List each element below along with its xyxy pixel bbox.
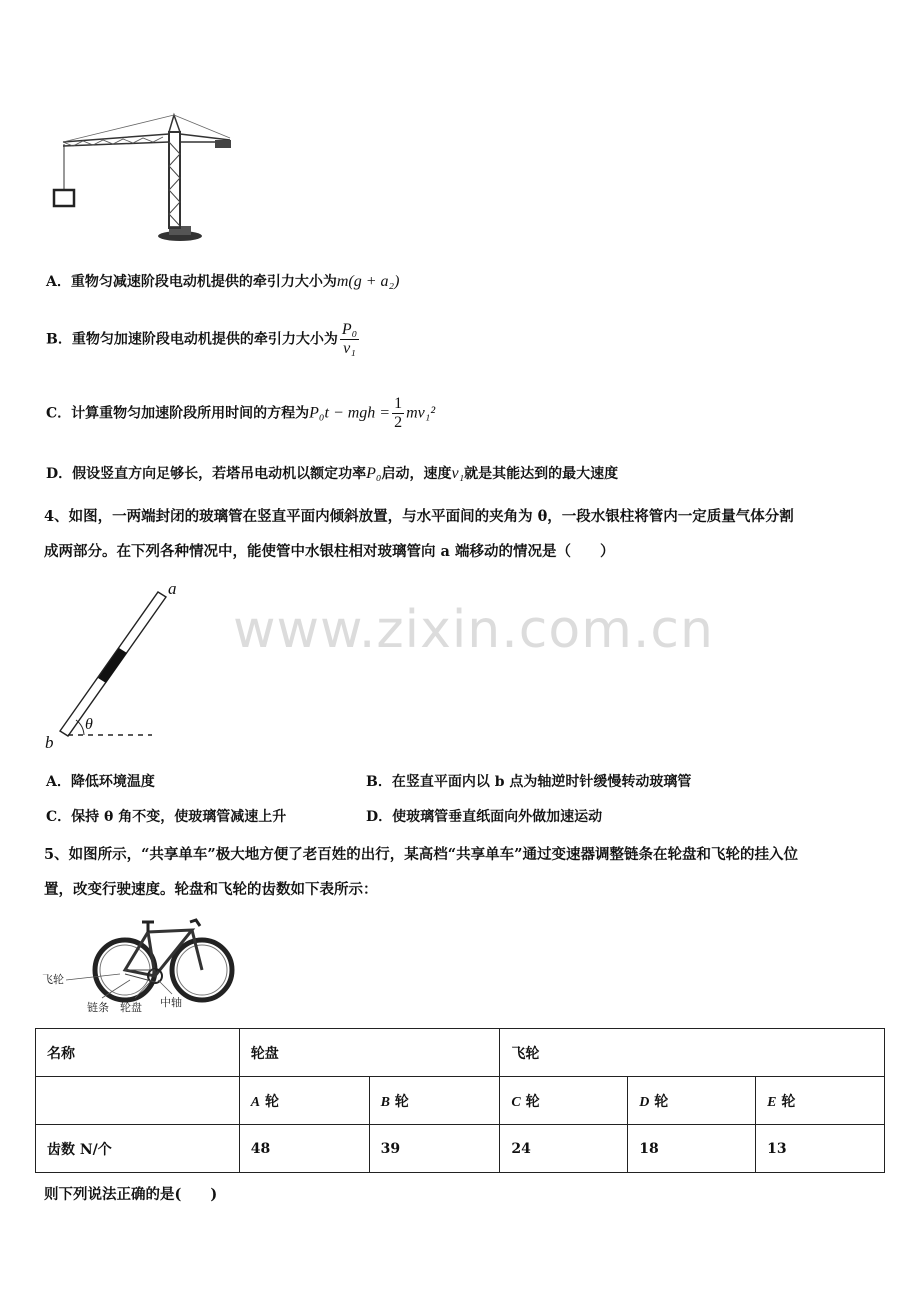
label-axle: 中轴 [160, 996, 182, 1009]
wheel-b: B 轮 [369, 1077, 500, 1125]
tower-crane-figure [45, 112, 240, 244]
header-name: 名称 [36, 1029, 240, 1077]
bicycle-figure [40, 910, 235, 1018]
option-d-text-3: 就是其能达到的最大速度 [464, 466, 619, 482]
option-d-var-1: P₀ [366, 465, 382, 482]
option-c-text: 计算重物匀加速阶段所用时间的方程为 [71, 405, 310, 422]
option-a-formula: m(g + a₂) [336, 273, 400, 290]
q4-line-1: 4、如图，一两端封闭的玻璃管在竖直平面内倾斜放置，与水平面间的夹角为 θ，一段水银柱将管内一定质量气体分割 [44, 508, 794, 525]
wheel-c: C 轮 [500, 1077, 628, 1125]
option-b-label: B． [46, 331, 72, 348]
wheel-a: A 轮 [239, 1077, 369, 1125]
teeth-a: 48 [239, 1125, 369, 1173]
label-theta: θ [85, 716, 93, 733]
option-c-numerator: 1 [394, 395, 403, 412]
option-a-label: A． [46, 274, 71, 290]
wheel-e: E 轮 [756, 1077, 885, 1125]
label-b: b [45, 733, 54, 752]
option-c-denominator: 2 [394, 414, 403, 431]
option-a [46, 272, 399, 292]
teeth-c: 24 [500, 1125, 628, 1173]
option-b-text: 重物匀加速阶段电动机提供的牵引力大小为 [71, 331, 338, 348]
row-label-teeth: 齿数 N/个 [36, 1125, 240, 1173]
q4-line-2: 成两部分。在下列各种情况中，能使管中水银柱相对玻璃管向 a 端移动的情况是（ ） [44, 543, 615, 560]
option-c-fraction [392, 395, 404, 432]
wheel-d: D 轮 [628, 1077, 756, 1125]
option-b-fraction [340, 321, 359, 358]
q4-option-b: B．在竖直平面内以 b 点为轴逆时针缓慢转动玻璃管 [366, 774, 692, 790]
glass-tube-figure [40, 578, 200, 753]
label-flywheel: 飞轮 [42, 973, 64, 986]
option-c-formula-left: P₀t − mgh = [309, 404, 391, 422]
teeth-e: 13 [756, 1125, 885, 1173]
option-c [46, 395, 435, 432]
label-chain: 链条 [87, 1001, 109, 1014]
watermark: www.zixin.com.cn [233, 600, 714, 660]
option-d-text-2: 启动，速度 [381, 466, 452, 482]
q5-question: 则下列说法正确的是( ) [44, 1186, 218, 1203]
label-chainring: 轮盘 [120, 1001, 142, 1014]
teeth-d: 18 [628, 1125, 756, 1173]
option-c-label: C． [46, 405, 72, 422]
table-row [36, 1029, 885, 1077]
option-b [46, 321, 361, 358]
option-c-formula-right: mv₁² [406, 404, 436, 422]
option-d-label: D． [46, 466, 73, 482]
q4-option-d: D．使玻璃管垂直纸面向外做加速运动 [366, 809, 603, 825]
q5-line-1: 5、如图所示，“共享单车”极大地方便了老百姓的出行，某高档“共享单车”通过变速器调整链条在轮盘和飞轮的挂入位 [44, 846, 798, 863]
label-a: a [168, 579, 177, 598]
empty-cell [36, 1077, 240, 1125]
option-d [46, 464, 618, 484]
table-row [36, 1077, 885, 1125]
option-b-denominator: v₁ [343, 340, 356, 357]
option-d-var-2: v₁ [451, 465, 465, 482]
option-b-numerator: P₀ [341, 321, 358, 338]
teeth-b: 39 [369, 1125, 500, 1173]
q4-option-a: A．降低环境温度 [46, 774, 155, 790]
gear-teeth-table [35, 1028, 885, 1173]
q4-option-c: C．保持 θ 角不变，使玻璃管减速上升 [46, 809, 287, 825]
header-chainring: 轮盘 [239, 1029, 500, 1077]
table-row [36, 1125, 885, 1173]
option-d-text-1: 假设竖直方向足够长，若塔吊电动机以额定功率 [72, 466, 367, 482]
header-flywheel: 飞轮 [500, 1029, 885, 1077]
option-a-text: 重物匀减速阶段电动机提供的牵引力大小为 [70, 274, 337, 290]
q5-line-2: 置，改变行驶速度。轮盘和飞轮的齿数如下表所示： [44, 881, 378, 898]
